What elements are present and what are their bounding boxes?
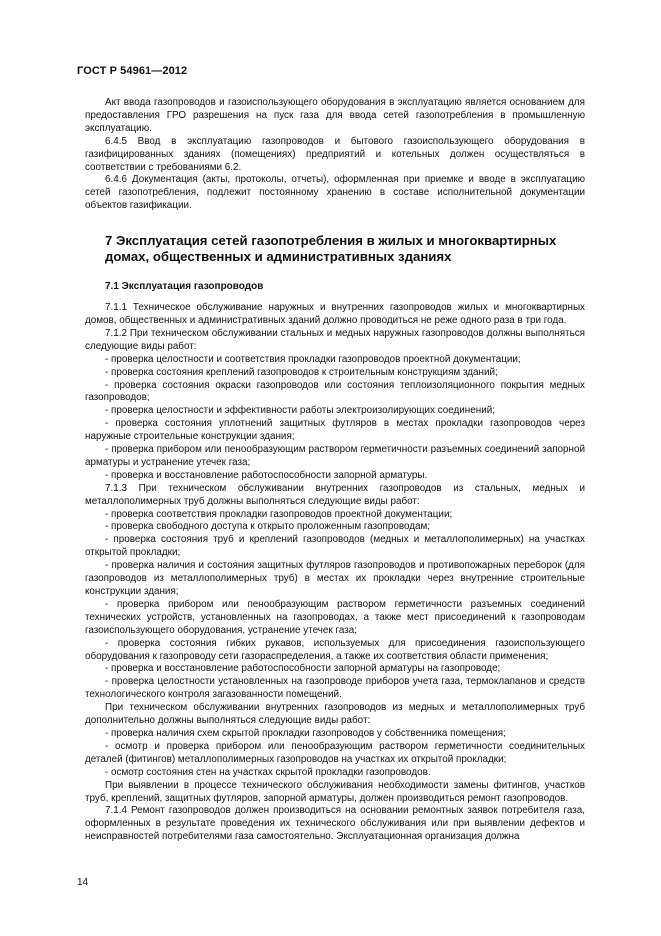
page-number: 14	[77, 877, 89, 888]
paragraph: Акт ввода газопроводов и газоиспользующего оборудования в эксплуатацию является основанием для предоставления ГРО разрешения на пуск газа для ввода сетей газопотребления в промышленную эксплуатацию.	[85, 97, 585, 134]
list-item: - проверка целостности и эффективности работы электроизолирующих соединений;	[105, 405, 495, 417]
list-item: - осмотр и проверка прибором или пенообразующим раствором герметичности соединительных деталей (фитингов) металлополимерных газопроводов на участках их открытой прокладки;	[85, 740, 585, 765]
paragraph: При выявлении в процессе технического обслуживания необходимости замены фитингов, участков труб, креплений, защитных футляров, запорной арматуры, должен производиться ремонт газопроводов.	[85, 779, 585, 804]
paragraph: 6.4.5 Ввод в эксплуатацию газопроводов и бытового газоиспользующего оборудования в газифицированных зданиях (помещениях) предприятий и котельных должен осуществляться в соответствии с требованиями 6.2.	[85, 135, 585, 173]
list-item: - проверка наличия схем скрытой прокладки газопроводов у собственника помещения;	[105, 727, 506, 739]
list-item: - проверка свободного доступа к открыто проложенным газопроводам;	[105, 521, 431, 533]
list-item: - проверка и восстановление работоспособности запорной арматуры на газопроводе;	[105, 663, 501, 675]
paragraph: 7.1.1 Техническое обслуживание наружных и внутренних газопроводов жилых и многоквартирных домов, общественных и административных зданий должно проводиться не реже одного раза в три года.	[85, 302, 585, 326]
list-item: - проверка состояния уплотнений защитных футляров в местах прокладки газопроводов через наружные строительные конструкции здания;	[85, 418, 585, 443]
list-item: - проверка состояния труб и креплений газопроводов (медных и металлополимерных) на участках открытой прокладки;	[85, 534, 585, 559]
document-header: ГОСТ Р 54961—2012	[77, 65, 188, 77]
subsection-title: 7.1 Эксплуатация газопроводов	[105, 281, 264, 293]
section-title: 7 Эксплуатация сетей газопотребления в жилых и многоквартирных домах, общественных и административных зданиях	[105, 233, 557, 265]
document-body	[85, 97, 585, 844]
paragraph: 6.4.6 Документация (акты, протоколы, отчеты), оформленная при приемке и вводе в эксплуатацию сетей газопотребления, подлежит постоянному хранению в составе исполнительной документации объектов газификации.	[85, 174, 585, 212]
list-item: - проверка прибором или пенообразующим раствором герметичности разъемных соединений технических устройств, установленных на газопроводах, а также мест присоединений к газопроводам газоиспользующего оборудования, устранение утечек газа;	[85, 598, 585, 636]
paragraph: При техническом обслуживании внутренних газопроводов из медных и металлополимерных труб дополнительно должны выполняться следующие виды работ:	[85, 702, 585, 727]
list-item: - проверка состояния креплений газопроводов к строительным конструкциям зданий;	[105, 366, 498, 378]
paragraph: 7.1.3 При техническом обслуживании внутренних газопроводов из стальных, медных и металлополимерных труб должны выполняться следующие виды работ:	[85, 482, 585, 507]
list-item: - проверка состояния гибких рукавов, используемых для присоединения газоиспользующего оборудования к газопроводу сети газораспределения, а также их соответствия области применения;	[85, 637, 585, 662]
list-item: - осмотр состояния стен на участках скрытой прокладки газопроводов.	[105, 766, 431, 778]
list-item: - проверка наличия и состояния защитных футляров газопроводов и противопожарных перебoрок (для газопроводов из металлополимерных труб) в местах их прокладки через внутренние строительные конструкции здания;	[85, 560, 585, 597]
list-item: - проверка прибором или пенообразующим раствором герметичности разъемных соединений запорной арматуры и устранение утечек газа;	[85, 444, 585, 468]
list-item: - проверка и восстановление работоспособности запорной арматуры.	[105, 469, 428, 481]
list-item: - проверка целостности установленных на газопроводе приборов учета газа, термоклапанов и средств технологического контроля загазованности помещений.	[85, 676, 585, 701]
paragraph: 7.1.2 При техническом обслуживании стальных и медных наружных газопроводов должны выполняться следующие виды работ:	[85, 327, 585, 352]
list-item: - проверка соответствия прокладки газопроводов проектной документации;	[105, 508, 453, 520]
list-item: - проверка целостности и соответствия прокладки газопроводов проектной документации;	[105, 353, 521, 365]
list-item: - проверка состояния окраски газопроводов или состояния теплоизоляционного покрытия медных газопроводов;	[85, 379, 585, 404]
paragraph: 7.1.4 Ремонт газопроводов должен производиться на основании ремонтных заявок потребителя газа, оформленных в результате проведения их технического обслуживания или при выявлении дефектов и неисправностей потребителями газа самостоятельно. Эксплуатационная организация должна	[85, 805, 585, 843]
